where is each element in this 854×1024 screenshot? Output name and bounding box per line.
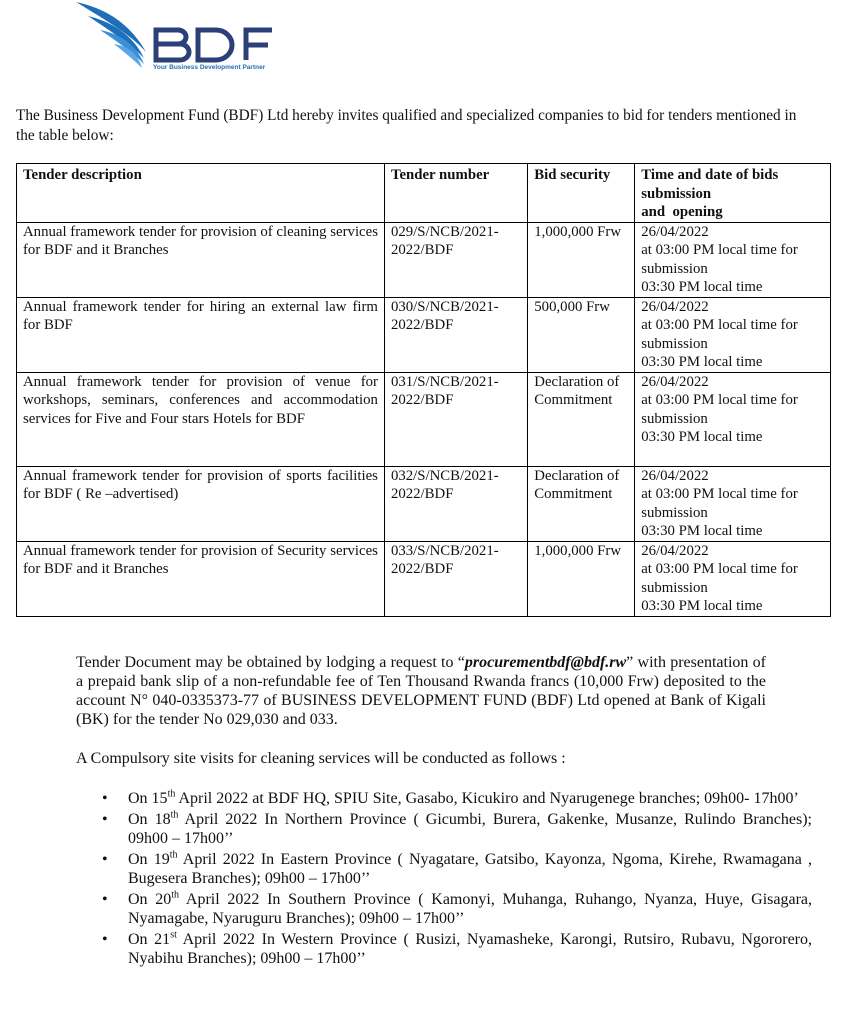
bid-security: Declaration of Commitment <box>528 372 635 466</box>
visit-date: On 21 <box>128 931 171 948</box>
bid-time-line: 26/04/2022 <box>641 373 709 390</box>
visit-date: On 18 <box>128 811 171 828</box>
bid-time <box>635 222 831 297</box>
tender-description: Annual framework tender for provision of venue for workshops, seminars, conferences and accommodation services for Five and Four stars Hotels for BDF <box>17 372 385 466</box>
bid-time-line: 03:30 PM local time <box>641 279 763 295</box>
procurement-email[interactable]: procurementbdf@bdf.rw <box>464 654 627 671</box>
visit-date-suffix: th <box>169 849 178 861</box>
bid-security: 1,000,000 Frw <box>528 222 635 297</box>
list-item <box>76 789 812 808</box>
bid-time-line: at 03:00 PM local time for submission <box>641 317 798 352</box>
tenders-table <box>16 163 831 617</box>
visit-details: April 2022 In Western Province ( Rusizi, Nyamasheke, Karongi, Rutsiro, Rubavu, Ngororero, Nyabihu Branches); 09h00 – 17h00’’ <box>128 931 812 967</box>
visit-details: April 2022 In Eastern Province ( Nyagatare, Gatsibo, Kayonza, Ngoma, Kirehe, Rwamagana , Bugesera Branches); 09h00 – 17h00’’ <box>128 851 812 887</box>
document-paragraph <box>76 653 766 729</box>
visit-date-suffix: th <box>170 809 179 821</box>
bid-time-line: 26/04/2022 <box>641 223 709 240</box>
bid-time-line: at 03:00 PM local time for submission <box>641 486 798 521</box>
visit-date: On 15 <box>128 790 168 807</box>
site-visits-list <box>76 789 812 970</box>
header-time: Time and date of bids submission and opening <box>635 164 831 223</box>
list-item <box>76 930 812 968</box>
tender-description: Annual framework tender for provision of sports facilities for BDF ( Re –advertised) <box>17 466 385 541</box>
header-security: Bid security <box>528 164 635 223</box>
bid-time-line: at 03:00 PM local time for submission <box>641 392 798 427</box>
table-row <box>17 222 831 297</box>
bid-time-line: at 03:00 PM local time for submission <box>641 242 798 277</box>
tender-description: Annual framework tender for provision of Security services for BDF and it Branches <box>17 541 385 616</box>
table-row <box>17 297 831 372</box>
table-row <box>17 372 831 466</box>
visit-details: April 2022 In Northern Province ( Gicumbi, Burera, Gakenke, Musanze, Rulindo Branches); 09h00 – 17h00’’ <box>128 811 812 847</box>
visit-date-suffix: st <box>170 929 177 941</box>
site-visits-intro: A Compulsory site visits for cleaning services will be conducted as follows : <box>76 750 566 767</box>
intro-text: The Business Development Fund (BDF) Ltd hereby invites qualified and specialized companies to bid for tenders mentioned in the table below: <box>16 107 797 144</box>
header-description: Tender description <box>17 164 385 223</box>
table-row <box>17 541 831 616</box>
visit-details: April 2022 at BDF HQ, SPIU Site, Gasabo, Kicukiro and Nyarugenege branches; 09h00- 17h00’ <box>175 790 799 807</box>
bid-security: 1,000,000 Frw <box>528 541 635 616</box>
list-item <box>76 850 812 888</box>
bid-time <box>635 297 831 372</box>
bid-time-line: at 03:00 PM local time for submission <box>641 561 798 596</box>
bid-time-line: 26/04/2022 <box>641 467 709 484</box>
bid-time-line: 26/04/2022 <box>641 298 709 315</box>
visit-date: On 20 <box>128 891 172 908</box>
tender-number: 031/S/NCB/2021-2022/BDF <box>384 372 527 466</box>
logo-tagline: Your Business Development Partner <box>153 64 266 71</box>
bdf-logo <box>74 0 289 72</box>
table-header-row <box>17 164 831 223</box>
table-row <box>17 466 831 541</box>
tender-number: 029/S/NCB/2021-2022/BDF <box>384 222 527 297</box>
visit-date-suffix: th <box>171 889 180 901</box>
bid-security: Declaration of Commitment <box>528 466 635 541</box>
bid-time-line: 26/04/2022 <box>641 542 709 559</box>
bid-time <box>635 466 831 541</box>
header-number: Tender number <box>384 164 527 223</box>
visit-date: On 19 <box>128 851 170 868</box>
bid-time-line: 03:30 PM local time <box>641 598 763 614</box>
visit-date-suffix: th <box>167 788 176 800</box>
visit-details: April 2022 In Southern Province ( Kamonyi, Muhanga, Ruhango, Nyanza, Huye, Gisagara, Nyamagabe, Nyaruguru Branches); 09h00 – 17h00’’ <box>128 891 812 927</box>
bid-security: 500,000 Frw <box>528 297 635 372</box>
tender-description: Annual framework tender for hiring an external law firm for BDF <box>17 297 385 372</box>
bdf-logo-image <box>74 0 289 72</box>
bid-time-line: 03:30 PM local time <box>641 429 763 445</box>
document-paragraph-after: ” with presentation of a prepaid bank slip of a non-refundable fee of Ten Thousand Rwanda francs (10,000 Frw) deposited to the account N° 040-0335373-77 of BUSINESS DEVELOPMENT FUND (BDF) Ltd opened at Bank of Kigali (BK) for the tender No 029,030 and 033. <box>76 654 766 728</box>
document-paragraph-before: Tender Document may be obtained by lodging a request to “ <box>76 654 465 671</box>
bid-time-line: 03:30 PM local time <box>641 354 763 370</box>
bid-time <box>635 541 831 616</box>
bid-time <box>635 372 831 466</box>
tender-description: Annual framework tender for provision of cleaning services for BDF and it Branches <box>17 222 385 297</box>
bid-time-line: 03:30 PM local time <box>641 523 763 539</box>
tender-number: 032/S/NCB/2021-2022/BDF <box>384 466 527 541</box>
tender-number: 030/S/NCB/2021-2022/BDF <box>384 297 527 372</box>
tender-number: 033/S/NCB/2021-2022/BDF <box>384 541 527 616</box>
list-item <box>76 810 812 848</box>
list-item <box>76 890 812 928</box>
